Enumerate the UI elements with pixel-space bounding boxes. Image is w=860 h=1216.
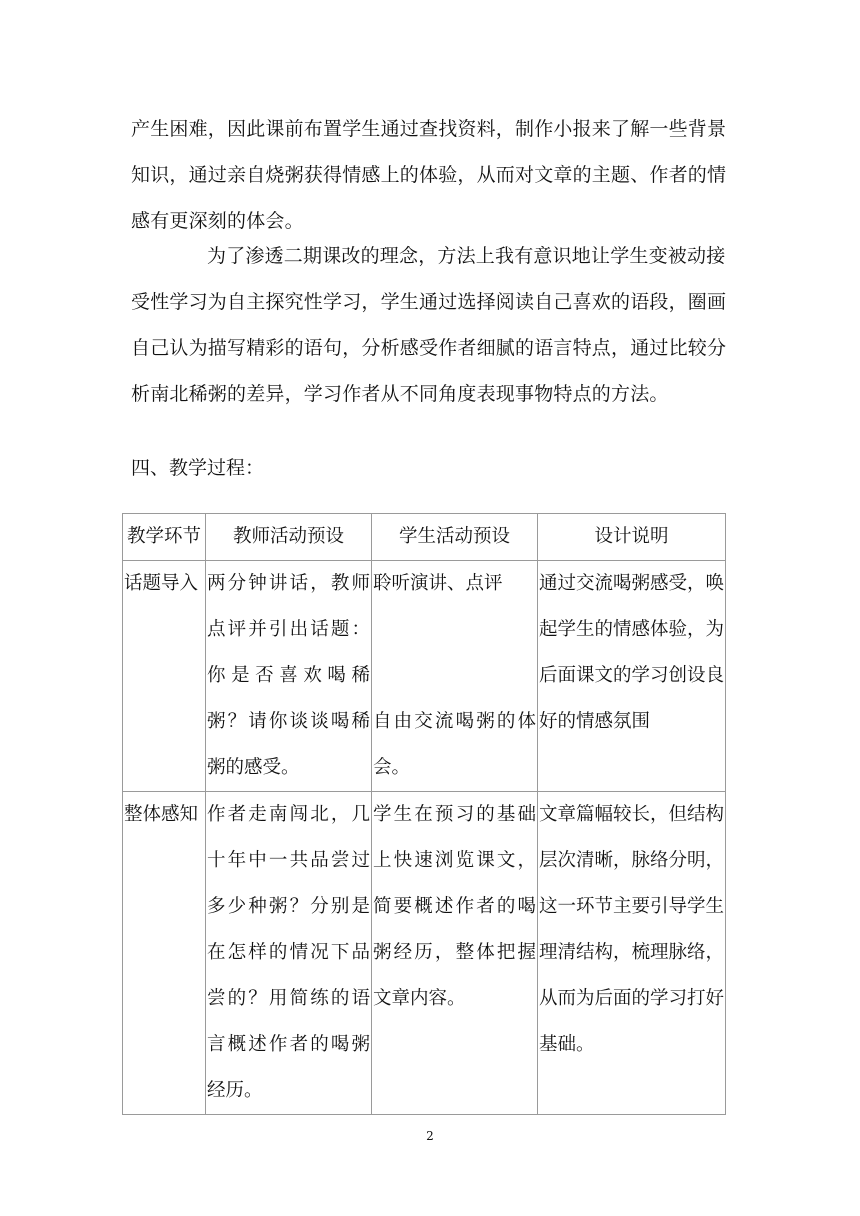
table-row	[123, 792, 726, 1115]
table-row	[123, 561, 726, 792]
column-header: 设计说明	[538, 514, 726, 561]
student-activity-cell: 学生在预习的基础上快速浏览课文，简要概述作者的喝粥经历，整体把握文章内容。	[372, 792, 538, 1115]
design-note-cell: 文章篇幅较长，但结构层次清晰，脉络分明，这一环节主要引导学生理清结构，梳理脉络，从而为后面的学习打好基础。	[538, 792, 726, 1115]
section-heading: 四、教学过程：	[131, 457, 265, 479]
student-activity-cell	[372, 561, 538, 792]
stage-cell: 整体感知	[123, 792, 206, 1115]
body-paragraph: 产生困难，因此课前布置学生通过查找资料，制作小报来了解一些背景知识，通过亲自烧粥获得情感上的体验，从而对文章的主题、作者的情感有更深刻的体会。	[131, 118, 727, 232]
column-header: 学生活动预设	[372, 514, 538, 561]
teacher-activity-cell: 两分钟讲话，教师点评并引出话题：你是否喜欢喝稀粥？请你谈谈喝稀粥的感受。	[206, 561, 372, 792]
body-paragraph: 为了渗透二期课改的理念，方法上我有意识地让学生变被动接受性学习为自主探究性学习，学生通过选择阅读自己喜欢的语段，圈画自己认为描写精彩的语句，分析感受作者细腻的语言特点，通过比较分析南北稀粥的差异，学习作者从不同角度表现事物特点的方法。	[131, 245, 727, 405]
teaching-process-table	[122, 513, 726, 1115]
stage-cell: 话题导入	[123, 561, 206, 792]
column-header: 教师活动预设	[206, 514, 372, 561]
page-number: 2	[426, 1129, 434, 1143]
cell-spacer	[373, 607, 536, 699]
student-activity-text: 聆听演讲、点评	[373, 573, 503, 594]
student-activity-text: 自由交流喝粥的体会。	[373, 711, 536, 778]
column-header: 教学环节	[123, 514, 206, 561]
teacher-activity-cell: 作者走南闯北，几十年中一共品尝过多少种粥？分别是在怎样的情况下品尝的？用简练的语言概述作者的喝粥经历。	[206, 792, 372, 1115]
table-header-row	[123, 514, 726, 561]
design-note-cell: 通过交流喝粥感受，唤起学生的情感体验，为后面课文的学习创设良好的情感氛围	[538, 561, 726, 792]
